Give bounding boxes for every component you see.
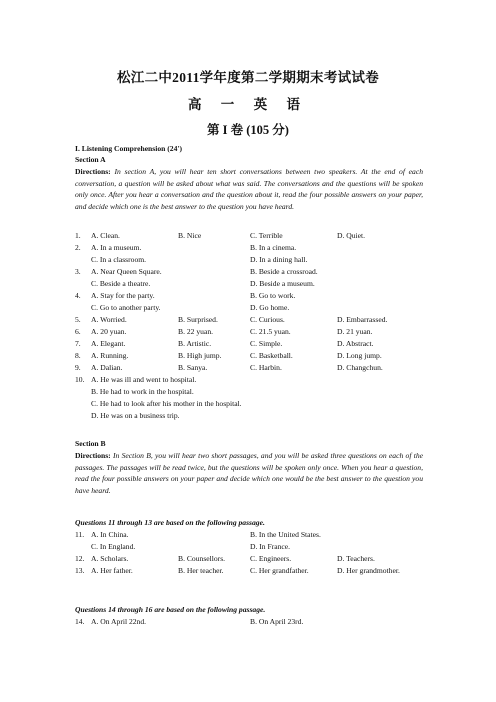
q6-option-c: C. 21.5 yuan.	[250, 327, 291, 336]
q14-number: 14.	[75, 617, 85, 626]
q4-option-b: B. Go to work.	[250, 291, 296, 300]
q3-number: 3.	[75, 267, 81, 276]
q3-option-a: A. Near Queen Square.	[91, 267, 162, 276]
q13-option-b: B. Her teacher.	[178, 566, 224, 575]
q9-option-d: D. Changchun.	[337, 363, 383, 372]
q6-number: 6.	[75, 327, 81, 336]
q5-option-c: C. Curious.	[250, 315, 285, 324]
q8-number: 8.	[75, 351, 81, 360]
q7-number: 7.	[75, 339, 81, 348]
q5-option-d: D. Embarrassed.	[337, 315, 388, 324]
directions-b	[75, 450, 423, 496]
q11-number: 11.	[75, 530, 85, 539]
q4-option-a: A. Stay for the party.	[91, 291, 155, 300]
section-b-heading: Section B	[75, 439, 106, 448]
q12-option-c: C. Engineers.	[250, 554, 292, 563]
q2-option-d: D. In a dining hall.	[250, 255, 308, 264]
q13-option-a: A. Her father.	[91, 566, 133, 575]
q12-option-b: B. Counsellors.	[178, 554, 226, 563]
q4-option-d: D. Go home.	[250, 303, 290, 312]
directions-a-label: Directions:	[75, 167, 111, 176]
q11-option-a: A. In China.	[91, 530, 129, 539]
q10-option-b: B. He had to work in the hospital.	[91, 387, 194, 396]
q6-option-b: B. 22 yuan.	[178, 327, 214, 336]
section-a-heading: Section A	[75, 155, 106, 164]
q13-option-c: C. Her grandfather.	[250, 566, 309, 575]
q9-option-c: C. Harbin.	[250, 363, 282, 372]
q12-option-d: D. Teachers.	[337, 554, 375, 563]
q5-number: 5.	[75, 315, 81, 324]
q1-option-a: A. Clean.	[91, 231, 120, 240]
q14-option-a: A. On April 22nd.	[91, 617, 147, 626]
q14-16-heading: Questions 14 through 16 are based on the following passage.	[75, 605, 266, 614]
q11-option-d: D. In France.	[250, 542, 291, 551]
q2-number: 2.	[75, 243, 81, 252]
q12-option-a: A. Scholars.	[91, 554, 129, 563]
q7-option-c: C. Simple.	[250, 339, 283, 348]
q7-option-b: B. Artistic.	[178, 339, 212, 348]
q4-number: 4.	[75, 291, 81, 300]
q13-number: 13.	[75, 566, 85, 575]
q7-option-a: A. Elegant.	[91, 339, 126, 348]
directions-a	[75, 166, 423, 212]
q11-13-heading: Questions 11 through 13 are based on the following passage.	[75, 518, 265, 527]
directions-a-text: In section A, you will hear ten short conversations between two speakers. At the end of each conversation, a question will be asked about what was said. The conversations and the questions will be spoken only once. After you hear a conversation and the question about it, read the four possible answers on your paper, and decide which one is the best answer to the question you have heard.	[75, 167, 424, 211]
q14-option-b: B. On April 23rd.	[250, 617, 304, 626]
q5-option-a: A. Worried.	[91, 315, 127, 324]
q10-option-a: A. He was ill and went to hospital.	[91, 375, 197, 384]
exam-title: 松江二中2011学年度第二学期期末考试试卷	[116, 70, 380, 85]
q6-option-a: A. 20 yuan.	[91, 327, 127, 336]
q8-option-c: C. Basketball.	[250, 351, 293, 360]
q5-option-b: B. Surprised.	[178, 315, 218, 324]
subject-title: 高 一 英 语	[187, 97, 309, 112]
q9-option-b: B. Sanya.	[178, 363, 208, 372]
q10-option-d: D. He was on a business trip.	[91, 411, 180, 420]
q6-option-d: D. 21 yuan.	[337, 327, 373, 336]
q13-option-d: D. Her grandmother.	[337, 566, 400, 575]
q2-option-c: C. In a classroom.	[91, 255, 147, 264]
q9-number: 9.	[75, 363, 81, 372]
q3-option-b: B. Beside a crossroad.	[250, 267, 318, 276]
volume-title: 第 I 卷 (105 分)	[207, 123, 289, 137]
q7-option-d: D. Abstract.	[337, 339, 374, 348]
part-heading: I. Listening Comprehension (24')	[75, 144, 183, 153]
directions-b-text: In Section B, you will hear two short passages, and you will be asked three questions on each of the passages. The passages will be read twice, but the questions will be spoken only once. When you hear a question, read the four possible answers on your paper and decide which one would be the best answer to the question you have heard.	[75, 451, 423, 495]
q11-option-b: B. In the United States.	[250, 530, 321, 539]
q2-option-b: B. In a cinema.	[250, 243, 297, 252]
q9-option-a: A. Dalian.	[91, 363, 123, 372]
q8-option-d: D. Long jump.	[337, 351, 382, 360]
directions-b-label: Directions:	[75, 451, 111, 460]
q4-option-c: C. Go to another party.	[91, 303, 161, 312]
q8-option-b: B. High jump.	[178, 351, 222, 360]
q12-number: 12.	[75, 554, 85, 563]
q11-option-c: C. In England.	[91, 542, 136, 551]
q1-option-b: B. Nice	[178, 231, 202, 240]
q1-number: 1.	[75, 231, 81, 240]
q3-option-d: D. Beside a museum.	[250, 279, 315, 288]
q10-option-c: C. He had to look after his mother in the hospital.	[91, 399, 242, 408]
q10-number: 10.	[75, 375, 85, 384]
q3-option-c: C. Beside a theatre.	[91, 279, 151, 288]
q2-option-a: A. In a museum.	[91, 243, 142, 252]
q8-option-a: A. Running.	[91, 351, 129, 360]
q1-option-c: C. Terrible	[250, 231, 283, 240]
q1-option-d: D. Quiet.	[337, 231, 366, 240]
